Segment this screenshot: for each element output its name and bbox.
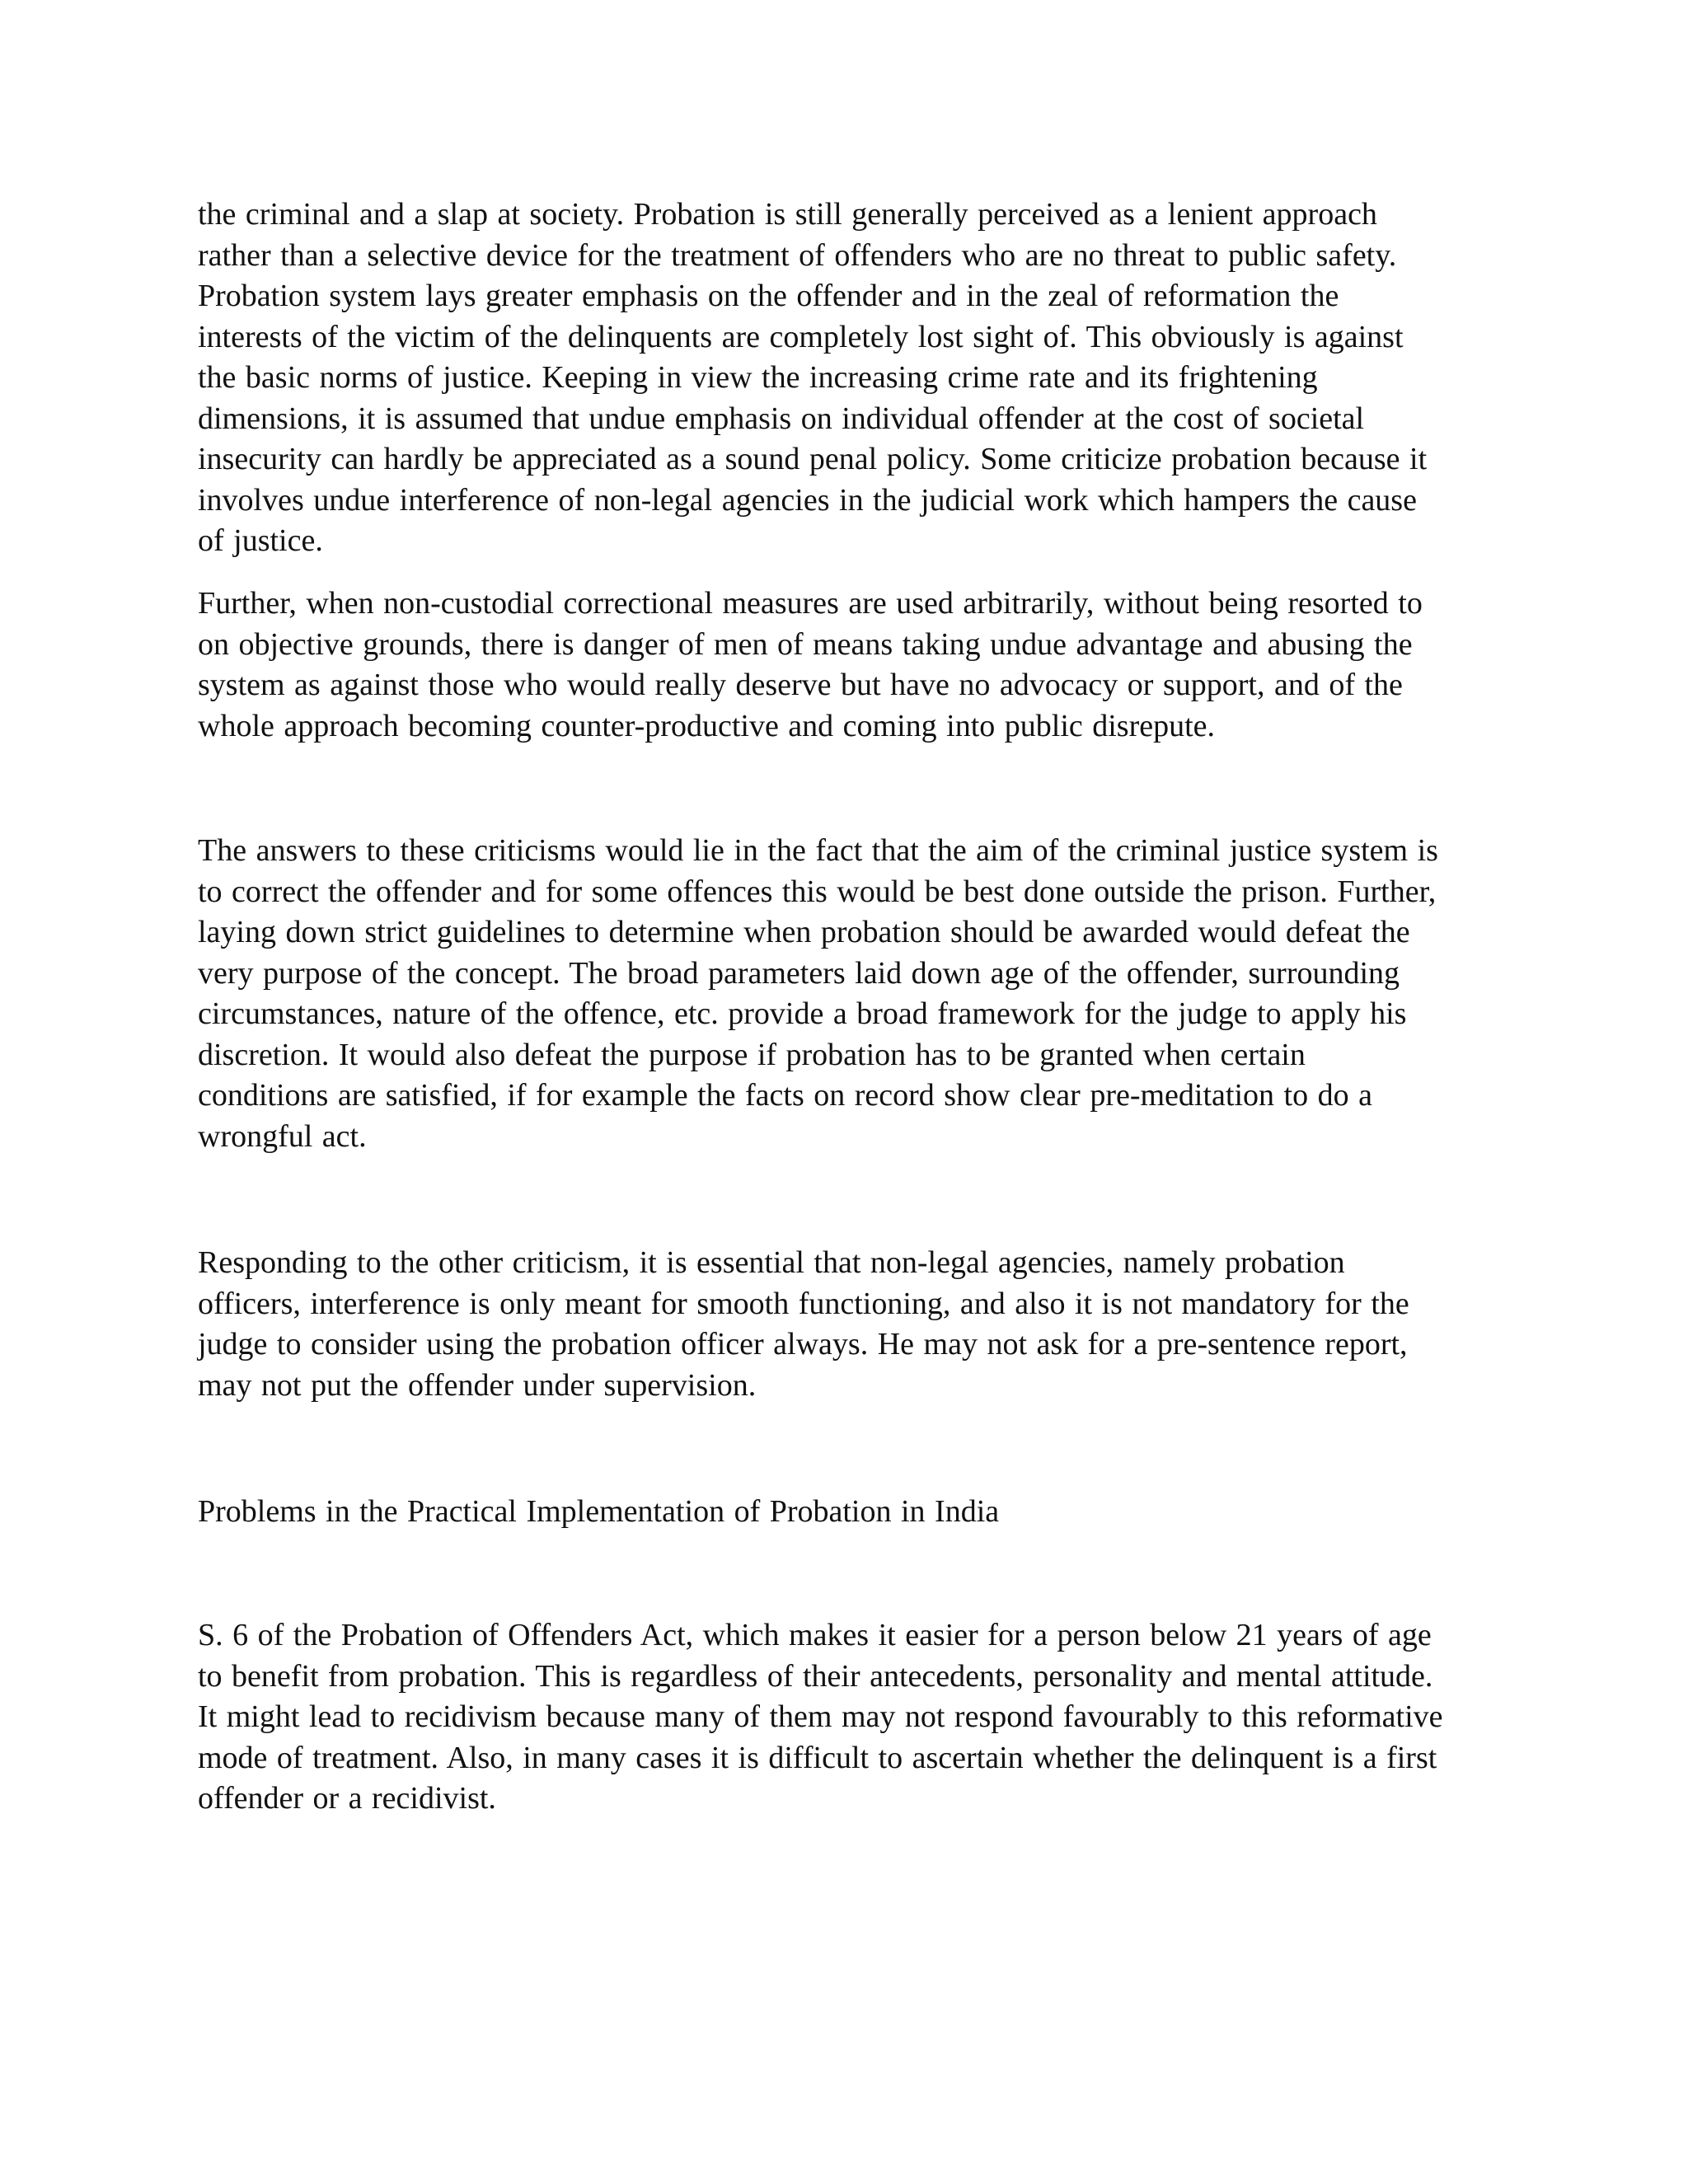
text-line: laying down strict guidelines to determine when probation should be awarded would defeat the — [198, 915, 1410, 949]
text-line: Responding to the other criticism, it is essential that non-legal agencies, namely probation — [198, 1245, 1345, 1280]
text-line: involves undue interference of non-legal agencies in the judicial work which hampers the cause — [198, 482, 1417, 518]
text-line: rather than a selective device for the treatment of offenders who are no threat to public safety. — [198, 237, 1397, 273]
text-line: to benefit from probation. This is regardless of their antecedents, personality and mental attitude. — [198, 1658, 1433, 1694]
text-line: S. 6 of the Probation of Offenders Act, which makes it easier for a person below 21 years of age — [198, 1618, 1432, 1652]
paragraph-answers-to-criticisms — [198, 831, 1496, 1157]
text-line: It might lead to recidivism because many of them may not respond favourably to this reformative — [198, 1699, 1443, 1734]
text-line: system as against those who would really deserve but have no advocacy or support, and of the — [198, 668, 1403, 702]
text-line: judge to consider using the probation officer always. He may not ask for a pre-sentence report, — [198, 1327, 1408, 1361]
text-line: officers, interference is only meant for smooth functioning, and also it is not mandatory for the — [198, 1286, 1409, 1321]
text-line: the criminal and a slap at society. Probation is still generally perceived as a lenient approach — [198, 197, 1377, 232]
text-line: the basic norms of justice. Keeping in view the increasing crime rate and its frightening — [198, 360, 1318, 395]
text-line: offender or a recidivist. — [198, 1781, 496, 1816]
text-line: on objective grounds, there is danger of men of means taking undue advantage and abusing the — [198, 626, 1413, 662]
text-line: very purpose of the concept. The broad parameters laid down age of the offender, surrounding — [198, 955, 1400, 991]
text-line: dimensions, it is assumed that undue emphasis on individual offender at the cost of societal — [198, 401, 1365, 436]
text-line: to correct the offender and for some offences this would be best done outside the prison. Further, — [198, 874, 1437, 909]
text-line: The answers to these criticisms would lie in the fact that the aim of the criminal justice system is — [198, 833, 1438, 868]
text-line: Probation system lays greater emphasis on the offender and in the zeal of reformation the — [198, 279, 1339, 313]
text-line: interests of the victim of the delinquents are completely lost sight of. This obviously is against — [198, 319, 1404, 354]
text-line: insecurity can hardly be appreciated as a sound penal policy. Some criticize probation because it — [198, 442, 1428, 476]
text-line: may not put the offender under supervision. — [198, 1367, 757, 1403]
paragraph-probation-criticism — [198, 194, 1496, 562]
text-line: Further, when non-custodial correctional measures are used arbitrarily, without being resorted to — [198, 586, 1423, 621]
text-line: wrongful act. — [198, 1118, 367, 1154]
text-line: conditions are satisfied, if for example the facts on record show clear pre-meditation to do a — [198, 1078, 1372, 1113]
text-line: whole approach becoming counter-productive and coming into public disrepute. — [198, 708, 1216, 743]
paragraph-responding-to-criticism — [198, 1243, 1496, 1406]
paragraph-section-6 — [198, 1615, 1496, 1820]
section-heading: Problems in the Practical Implementation of Probation in India — [198, 1494, 1000, 1529]
text-line: circumstances, nature of the offence, etc. provide a broad framework for the judge to apply his — [198, 996, 1407, 1031]
text-line: mode of treatment. Also, in many cases it is difficult to ascertain whether the delinquent is a first — [198, 1740, 1437, 1775]
text-line: discretion. It would also defeat the purpose if probation has to be granted when certain — [198, 1037, 1306, 1072]
text-line: of justice. — [198, 523, 323, 558]
paragraph-non-custodial-measures — [198, 583, 1496, 747]
